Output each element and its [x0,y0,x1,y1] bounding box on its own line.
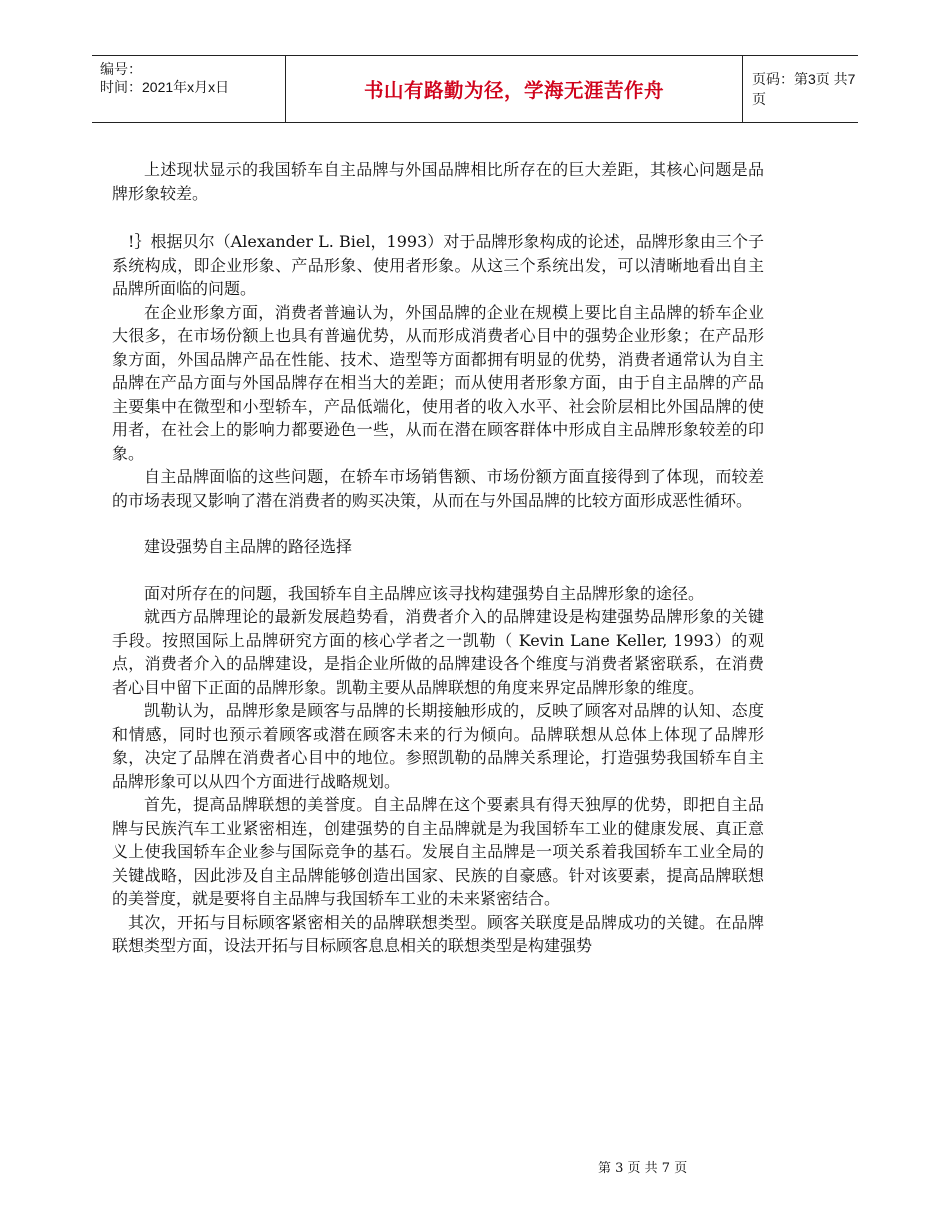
paragraph-5: 面对所存在的问题，我国轿车自主品牌应该寻找构建强势自主品牌形象的途径。 [144,583,705,603]
page-header [92,55,858,123]
paragraph-8: 首先，提高品牌联想的美誉度。自主品牌在这个要素具有得天独厚的优势，即把自主品牌与民族汽车工业紧密相连，创建强势的自主品牌就是为我国轿车工业的健康发展、真正意义上使我国轿车企业参与国际竞争的基石。发展自主品牌是一项关系着我国轿车工业全局的关键战略，因此涉及自主品牌能够创造出国家、民族的自豪感。针对该要素，提高品牌联想的美誉度，就是要将自主品牌与我国轿车工业的未来紧密结合。 [112,795,764,908]
paragraph-3: 在企业形象方面，消费者普遍认为，外国品牌的企业在规模上要比自主品牌的轿车企业大很多，在市场份额上也具有普遍优势，从而形成消费者心目中的强势企业形象；在产品形象方面，外国品牌产品在性能、技术、造型等方面都拥有明显的优势，消费者通常认为自主品牌在产品方面与外国品牌存在相当大的差距；而从使用者形象方面，由于自主品牌的产品主要集中在微型和小型轿车，产品低端化，使用者的收入水平、社会阶层相比外国品牌的使用者，在社会上的影响力都要逊色一些，从而在潜在顾客群体中形成自主品牌形象较差的印象。 [112,302,764,463]
header-page-info: 页码：第3页 共7页 [752,71,856,107]
paragraph-6: 就西方品牌理论的最新发展趋势看，消费者介入的品牌建设是构建强势品牌形象的关键手段。按照国际上品牌研究方面的核心学者之一凯勒（ Kevin Lane Keller, 1993）的观点，消费者介入的品牌建设，是指企业所做的品牌建设各个维度与消费者紧密联系，在消费者心目中留下正面的品牌形象。凯勒主要从品牌联想的角度来界定品牌形象的维度。 [112,607,764,697]
section-heading: 建设强势自主品牌的路径选择 [144,537,353,556]
header-motto: 书山有路勤为径，学海无涯苦作舟 [285,56,743,122]
paragraph-2: !｝根据贝尔（Alexander L. Biel，1993）对于品牌形象构成的论述，品牌形象由三个子系统构成，即企业形象、产品形象、使用者形象。从这三个系统出发，可以清晰地看出自主品牌所面临的问题。 [112,232,764,298]
paragraph-1: 上述现状显示的我国轿车自主品牌与外国品牌相比所存在的巨大差距，其核心问题是品牌形象较差。 [112,160,764,203]
document-number-label: 编号： [100,61,142,77]
footer-page-number: 第 3 页 共 7 页 [598,1161,688,1176]
paragraph-9: 其次，开拓与目标顾客紧密相关的品牌联想类型。顾客关联度是品牌成功的关键。在品牌联想类型方面，设法开拓与目标顾客息息相关的联想类型是构建强势 [112,912,764,955]
document-time-label: 时间：2021年x月x日 [100,79,230,95]
paragraph-7: 凯勒认为，品牌形象是顾客与品牌的长期接触形成的，反映了顾客对品牌的认知、态度和情感，同时也预示着顾客或潜在顾客未来的行为倾向。品牌联想从总体上体现了品牌形象，决定了品牌在消费者心目中的地位。参照凯勒的品牌关系理论，打造强势我国轿车自主品牌形象可以从四个方面进行战略规划。 [112,701,764,791]
header-meta [92,56,285,126]
paragraph-4: 自主品牌面临的这些问题，在轿车市场销售额、市场份额方面直接得到了体现，而较差的市场表现又影响了潜在消费者的购买决策，从而在与外国品牌的比较方面形成恶性循环。 [112,467,764,510]
document-body [112,158,764,958]
